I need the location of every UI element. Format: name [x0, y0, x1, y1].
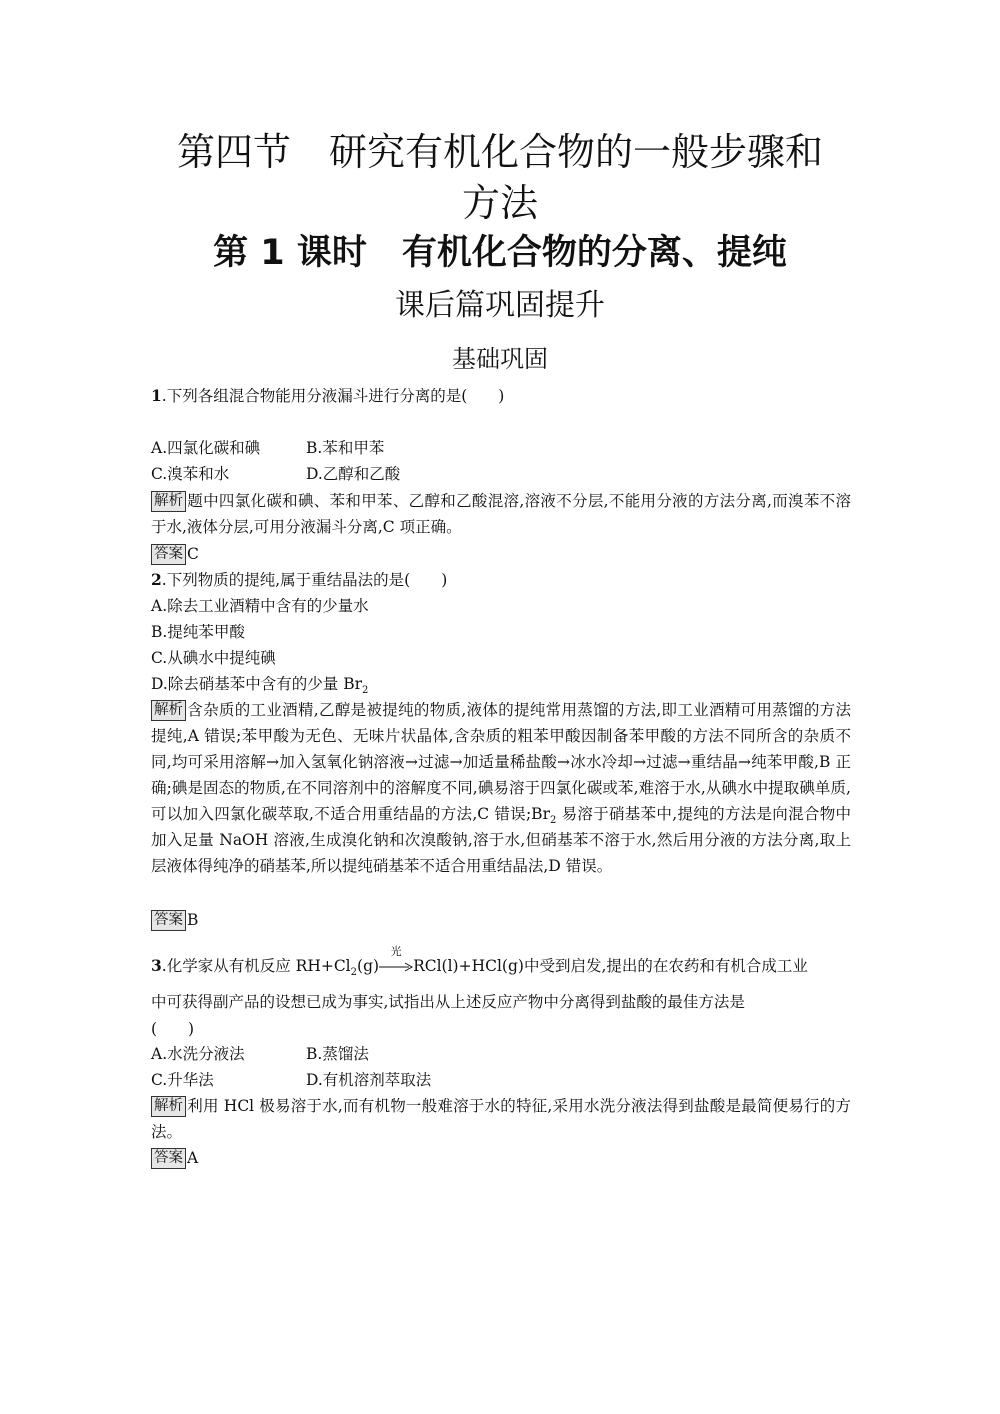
option-d: D.有机溶剂萃取法	[306, 1071, 432, 1089]
chapter-title-line1: 第四节 研究有机化合物的一般步骤和	[176, 130, 823, 174]
question-1-answer	[151, 541, 851, 567]
chlorine-subscript: 2	[350, 967, 358, 979]
option-d-text: D.除去硝基苯中含有的少量 Br	[151, 675, 363, 693]
option-d-subscript: 2	[362, 685, 369, 697]
section-title: 课后篇巩固提升	[395, 288, 605, 323]
chapter-title-line2: 方法	[461, 181, 538, 225]
lesson-title: 第 1 课时 有机化合物的分离、提纯	[213, 233, 787, 273]
analysis-text: 利用 HCl 极易溶于水,而有机物一般难溶于水的特征,采用水洗分液法得到盐酸是最简便易行的方法。	[151, 1097, 851, 1141]
question-3-stem-line2: 中可获得副产品的设想已成为事实,试指出从上述反应产物中分离得到盐酸的最佳方法是	[151, 993, 745, 1011]
analysis-text-part1: 含杂质的工业酒精,乙醇是被提纯的物质,液体的提纯常用蒸馏的方法,即工业酒精可用蒸馏的方法提纯,A 错误;苯甲酸为无色、无味片状晶体,含杂质的粗苯甲酸因制备苯甲酸的方法不同所含的杂质不同,均可采用溶解→加入氢氧化钠溶液→过滤→加适量稀盐酸→冰水冷却→过滤→重结晶→纯苯甲酸,B 正确;碘是固态的物质,在不同溶剂中的溶解度不同,碘易溶于四氯化碳或苯,难溶于水,从碘水中提取碘单质,可以加入四氯化碳萃取,不适合用重结晶的方法,C 错误;Br	[151, 701, 851, 823]
analysis-text-part2: 易溶于硝基苯中,提纯的方法是向混合物中加入足量 NaOH 溶液,生成溴化钠和次溴酸钠,溶于水,但硝基苯不溶于水,然后用分液的方法分离,取上层液体得纯净的硝基苯,所以提纯硝基苯不适合用重结晶法,D 错误。	[151, 805, 852, 875]
option-b: B.提纯苯甲酸	[151, 623, 245, 641]
option-a: A.水洗分液法	[151, 1045, 245, 1063]
question-1-options-row2	[151, 461, 851, 487]
option-c: C.溴苯和水	[151, 465, 230, 483]
answer-value: A	[187, 1149, 199, 1167]
question-3-stem-line3: ( )	[151, 1020, 195, 1038]
answer-value: C	[187, 545, 199, 563]
question-3-analysis	[151, 1093, 851, 1145]
gas-state: (g)	[357, 957, 380, 975]
question-2-stem	[151, 567, 851, 593]
answer-label: 答案	[151, 1148, 186, 1169]
question-text: .下列各组混合物能用分液漏斗进行分离的是( )	[161, 387, 505, 405]
question-3-options-row2	[151, 1067, 851, 1093]
answer-label: 答案	[151, 544, 186, 565]
question-text: .下列物质的提纯,属于重结晶法的是( )	[161, 571, 448, 589]
option-c: C.升华法	[151, 1071, 214, 1089]
question-number: 3	[151, 956, 162, 975]
question-3-answer	[151, 1145, 851, 1171]
analysis-subscript: 2	[549, 815, 557, 827]
question-1-analysis	[151, 488, 851, 540]
question-text-post: RCl(l)+HCl(g)中受到启发,提出的在农药和有机合成工业	[413, 957, 808, 975]
reaction-arrow	[379, 945, 413, 974]
question-1-stem	[151, 383, 851, 409]
option-a: A.四氯化碳和碘	[151, 439, 261, 457]
option-b: B.蒸馏法	[306, 1045, 369, 1063]
option-c: C.从碘水中提纯碘	[151, 649, 276, 667]
question-3-options-row1	[151, 1041, 851, 1067]
question-3-stem-line1	[151, 945, 851, 979]
analysis-label: 解析	[151, 491, 186, 512]
option-d	[151, 671, 851, 697]
question-number: 2	[151, 570, 162, 589]
analysis-label: 解析	[151, 700, 186, 721]
question-1-options-row1	[151, 435, 851, 461]
analysis-text: 题中四氯化碳和碘、苯和甲苯、乙醇和乙酸混溶,溶液不分层,不能用分液的方法分离,而溴苯不溶于水,液体分层,可用分液漏斗分离,C 项正确。	[151, 492, 851, 536]
option-d: D.乙醇和乙酸	[306, 465, 401, 483]
question-number: 1	[151, 386, 162, 405]
question-2-analysis	[151, 697, 851, 879]
answer-value: B	[187, 911, 199, 929]
question-2-answer	[151, 907, 851, 933]
option-a: A.除去工业酒精中含有的少量水	[151, 597, 369, 615]
analysis-label: 解析	[151, 1096, 186, 1117]
light-condition-label: 光	[390, 945, 402, 958]
answer-label: 答案	[151, 910, 186, 931]
arrow-right-icon	[379, 962, 413, 972]
subsection-title: 基础巩固	[452, 345, 548, 373]
question-text-pre: .化学家从有机反应 RH+Cl	[161, 957, 351, 975]
option-b: B.苯和甲苯	[306, 439, 385, 457]
